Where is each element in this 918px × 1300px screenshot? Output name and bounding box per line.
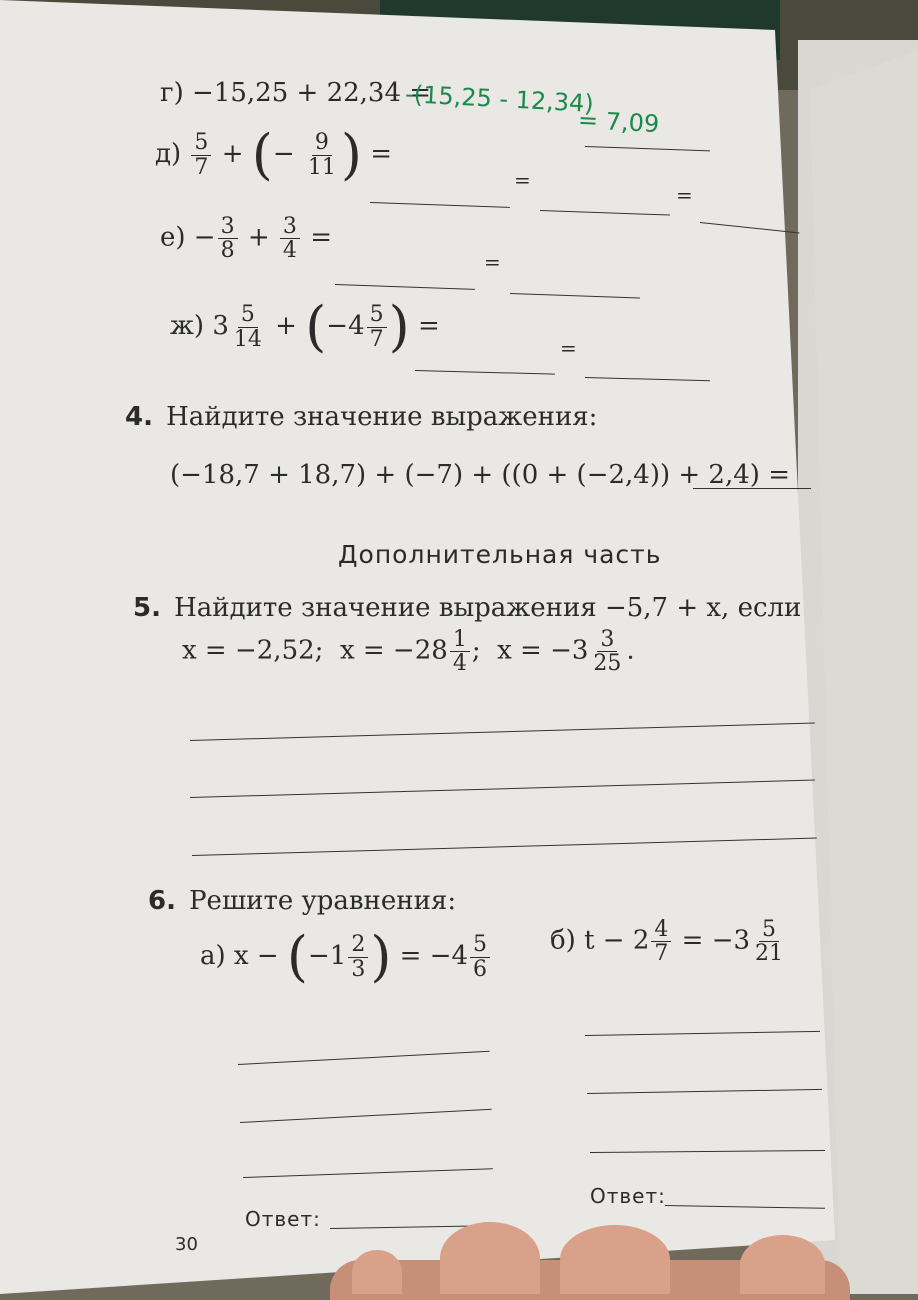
task-5-values: x = −2,52; x = −28 $\frac{1}{4}$ ; x = −3 $\frac{3}{25}$ . (182, 627, 635, 677)
fraction: $\frac{5}{7}$ (191, 131, 211, 178)
answer-label-b: Ответ: (590, 1184, 666, 1208)
page-number: 30 (175, 1234, 198, 1255)
finger (440, 1222, 540, 1294)
fraction: $\frac{9}{11}$ (307, 130, 336, 180)
task-4-expression: (−18,7 + 18,7) + (−7) + ((0 + (−2,4)) + 2,4) = (170, 460, 790, 490)
item-g (160, 78, 431, 108)
item-e: е) − $\frac{3}{8}$ + $\frac{3}{4}$ = (160, 214, 332, 264)
answer-label-a: Ответ: (245, 1207, 321, 1231)
task-number: 4. (125, 402, 153, 432)
task-number: 6. (148, 886, 176, 916)
task-title: Найдите значение выражения −5,7 + x, если (174, 593, 802, 623)
handwritten-answer: = 7,09 (577, 105, 660, 139)
task-5-heading (133, 593, 801, 623)
answer-line[interactable] (693, 488, 811, 489)
item-d-label: д) (155, 139, 182, 169)
equation-a: а) x − (−1 $\frac{2}{3}$ ) = −4 $\frac{5}{6}$ (200, 930, 492, 984)
task-6-heading (148, 886, 456, 916)
equation-b: б) t − 2 $\frac{4}{7}$ = −3 $\frac{5}{21}$ (550, 917, 784, 967)
section-title: Дополнительная часть (338, 540, 662, 569)
task-title: Найдите значение выражения: (166, 402, 598, 432)
task-number: 5. (133, 593, 161, 623)
task-title: Решите уравнения: (189, 886, 457, 916)
finger (560, 1225, 670, 1294)
item-g-expression: −15,25 + 22,34 = (192, 78, 432, 108)
finger (740, 1235, 825, 1294)
task-4-heading (125, 402, 597, 432)
finger (352, 1250, 402, 1294)
handwritten-work: -(15,25 - 12,34) (404, 80, 595, 118)
item-zh: ж) 3 $\frac{5}{14}$ + (−4 $\frac{5}{7}$ ) = (170, 295, 440, 358)
item-d: д) $\frac{5}{7}$ + (− $\frac{9}{11}$ ) = (155, 123, 393, 186)
item-g-label: г) (160, 78, 184, 108)
